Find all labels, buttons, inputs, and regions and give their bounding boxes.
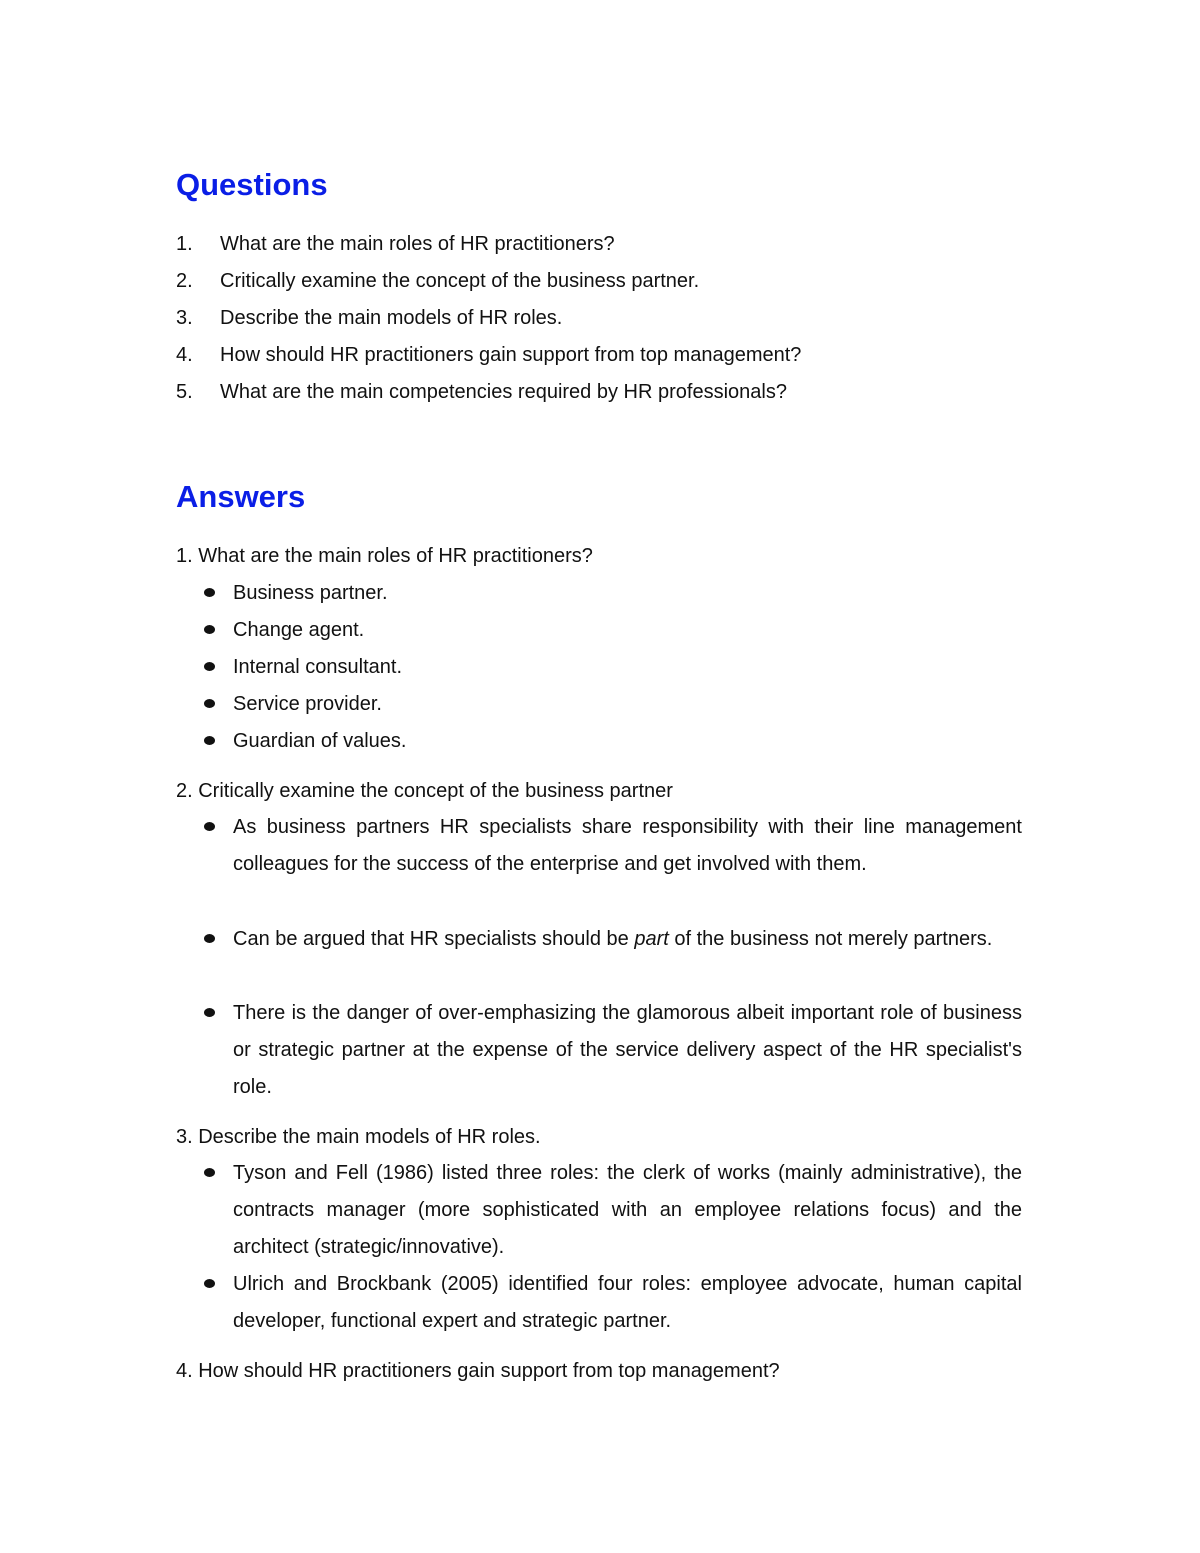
bullet-text: Tyson and Fell (1986) listed three roles: the clerk of works (mainly administrative), the contracts manager (more sophisticated with an employee relations focus) and the architect (strategic/innovative). <box>233 1162 1022 1259</box>
answer-1-bullet-2 <box>204 612 1022 649</box>
bullet-icon <box>204 1008 215 1017</box>
bullet-text: As business partners HR specialists share responsibility with their line management colleagues for the success of the enterprise and get involved with them. <box>233 816 1022 876</box>
question-item-5 <box>176 380 787 404</box>
answer-2-bullet-1 <box>204 809 1022 883</box>
answer-2-title: 2. Critically examine the concept of the business partner <box>176 780 673 802</box>
bullet-icon <box>204 699 215 708</box>
question-item-3 <box>176 306 562 330</box>
bullet-text: There is the danger of over-emphasizing the glamorous albeit important role of business or strategic partner at the expense of the service delivery aspect of the HR specialist's role. <box>233 1002 1022 1099</box>
bullet-text <box>233 921 1022 958</box>
bullet-text: Internal consultant. <box>233 656 402 678</box>
question-number: 1. <box>176 233 193 255</box>
bullet-icon <box>204 934 215 943</box>
answer-3-bullet-1 <box>204 1155 1022 1267</box>
bullet-text: Ulrich and Brockbank (2005) identified four roles: employee advocate, human capital developer, functional expert and strategic partner. <box>233 1273 1022 1333</box>
question-text: Critically examine the concept of the business partner. <box>220 270 700 292</box>
answer-3-title: 3. Describe the main models of HR roles. <box>176 1126 541 1148</box>
answer-1-bullet-4 <box>204 686 1022 723</box>
question-text: What are the main roles of HR practitioners? <box>220 233 615 255</box>
question-number: 3. <box>176 307 193 329</box>
question-text: Describe the main models of HR roles. <box>220 307 563 329</box>
answer-2-bullet-3 <box>204 995 1022 1107</box>
bullet-icon <box>204 736 215 745</box>
bullet-icon <box>204 625 215 634</box>
question-number: 5. <box>176 381 193 403</box>
answers-heading: Answers <box>176 479 306 514</box>
bullet-icon <box>204 588 215 597</box>
answer-4-title: 4. How should HR practitioners gain support from top management? <box>176 1360 780 1382</box>
question-number: 2. <box>176 270 193 292</box>
answer-2-bullet-2 <box>204 921 1022 958</box>
bullet-text-end: of the business not merely partners. <box>668 928 993 950</box>
question-number: 4. <box>176 344 193 366</box>
questions-heading: Questions <box>176 167 328 202</box>
answer-1-title: 1. What are the main roles of HR practitioners? <box>176 545 593 567</box>
emphasis-text: part <box>634 928 669 950</box>
answer-1-bullet-1 <box>204 575 1022 612</box>
question-item-2 <box>176 269 699 293</box>
answer-1-bullet-5 <box>204 723 1022 760</box>
question-text: What are the main competencies required by HR professionals? <box>220 381 787 403</box>
bullet-text: Guardian of values. <box>233 730 407 752</box>
bullet-text: Business partner. <box>233 582 388 604</box>
bullet-text: Change agent. <box>233 619 365 641</box>
bullet-icon <box>204 822 215 831</box>
answer-1-bullet-3 <box>204 649 1022 686</box>
question-item-4 <box>176 343 801 367</box>
bullet-icon <box>204 662 215 671</box>
question-item-1 <box>176 232 615 256</box>
bullet-text-start: Can be argued that HR specialists should be <box>233 928 635 950</box>
bullet-text: Service provider. <box>233 693 382 715</box>
answer-3-bullet-2 <box>204 1266 1022 1340</box>
bullet-icon <box>204 1279 215 1288</box>
bullet-icon <box>204 1168 215 1177</box>
question-text: How should HR practitioners gain support from top management? <box>220 344 802 366</box>
